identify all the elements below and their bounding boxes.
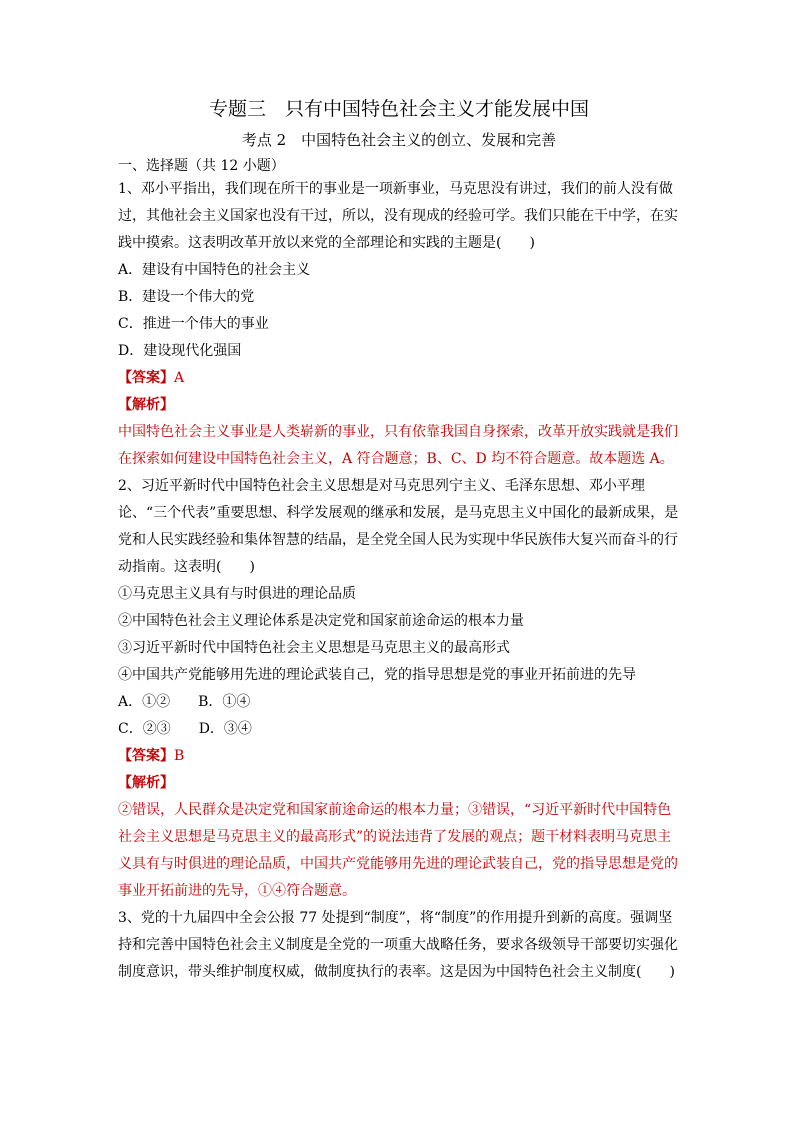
analysis-text: 中国特色社会主义事业是人类崭新的事业，只有依靠我国自身探索，改革开放实践就是我们在探索如何建设中国特色社会主义，A 符合题意；B、C、D 均不符合题意。故本题选 A。 <box>118 424 678 467</box>
question-1 <box>118 176 680 473</box>
analysis-label: 【解析】 <box>118 775 174 791</box>
analysis-text: ②错误，人民群众是决定党和国家前途命运的根本力量；③错误，“习近平新时代中国特色社会主义思想是马克思主义的最高形式”的说法违背了发展的观点；题干材料表明马克思主义具有与时俱进的理论品质，中国共产党能够用先进的理论武装自己，党的指导思想是党的事业开拓前进的先导，①④符合题意。 <box>118 802 678 899</box>
answer-value: B <box>174 748 185 764</box>
statement-3: ③习近平新时代中国特色社会主义思想是马克思主义的最高形式 <box>118 640 510 656</box>
question-3 <box>118 905 680 986</box>
answer-line <box>118 743 680 770</box>
answer-line <box>118 365 680 392</box>
answer-label: 【答案】 <box>118 748 174 764</box>
answer-label: 【答案】 <box>118 370 174 386</box>
option-d: D．建设现代化强国 <box>118 343 242 359</box>
option-c: C．推进一个伟大的事业 <box>118 316 269 332</box>
doc-subtitle: 考点 2 中国特色社会主义的创立、发展和完善 <box>241 131 557 149</box>
option-b: B．建设一个伟大的党 <box>118 289 255 305</box>
analysis-label: 【解析】 <box>118 397 174 413</box>
doc-title: 专题三 只有中国特色社会主义才能发展中国 <box>208 98 589 120</box>
question-stem: 3、党的十九届四中全会公报 77 处提到“制度”，将“制度”的作用提升到新的高度。强调坚持和完善中国特色社会主义制度是全党的一项重大战略任务，要求各级领导干部要切实强化制度意识，带头维护制度权威，做制度执行的表率。这是因为中国特色社会主义制度( ) <box>118 910 678 980</box>
options-row-1: A．①② B．①④ <box>118 694 251 710</box>
section-heading: 一、选择题（共 12 小题） <box>118 158 285 174</box>
document-body <box>118 94 680 986</box>
question-stem: 1、邓小平指出，我们现在所干的事业是一项新事业，马克思没有讲过，我们的前人没有做过，其他社会主义国家也没有干过，所以，没有现成的经验可学。我们只能在干中学，在实践中摸索。这表明改革开放以来党的全部理论和实践的主题是( ) <box>118 181 678 251</box>
question-2 <box>118 473 680 905</box>
options-row-2: C．②③ D．③④ <box>118 721 252 737</box>
statement-2: ②中国特色社会主义理论体系是决定党和国家前途命运的根本力量 <box>118 613 524 629</box>
statement-1: ①马克思主义具有与时俱进的理论品质 <box>118 586 356 602</box>
answer-value: A <box>174 370 185 386</box>
option-a: A．建设有中国特色的社会主义 <box>118 262 311 278</box>
question-stem: 2、习近平新时代中国特色社会主义思想是对马克思列宁主义、毛泽东思想、邓小平理论、“三个代表”重要思想、科学发展观的继承和发展，是马克思主义中国化的最新成果，是党和人民实践经验和集体智慧的结晶，是全党全国人民为实现中华民族伟大复兴而奋斗的行动指南。这表明( ) <box>118 478 679 575</box>
statement-4: ④中国共产党能够用先进的理论武装自己，党的指导思想是党的事业开拓前进的先导 <box>118 667 636 683</box>
